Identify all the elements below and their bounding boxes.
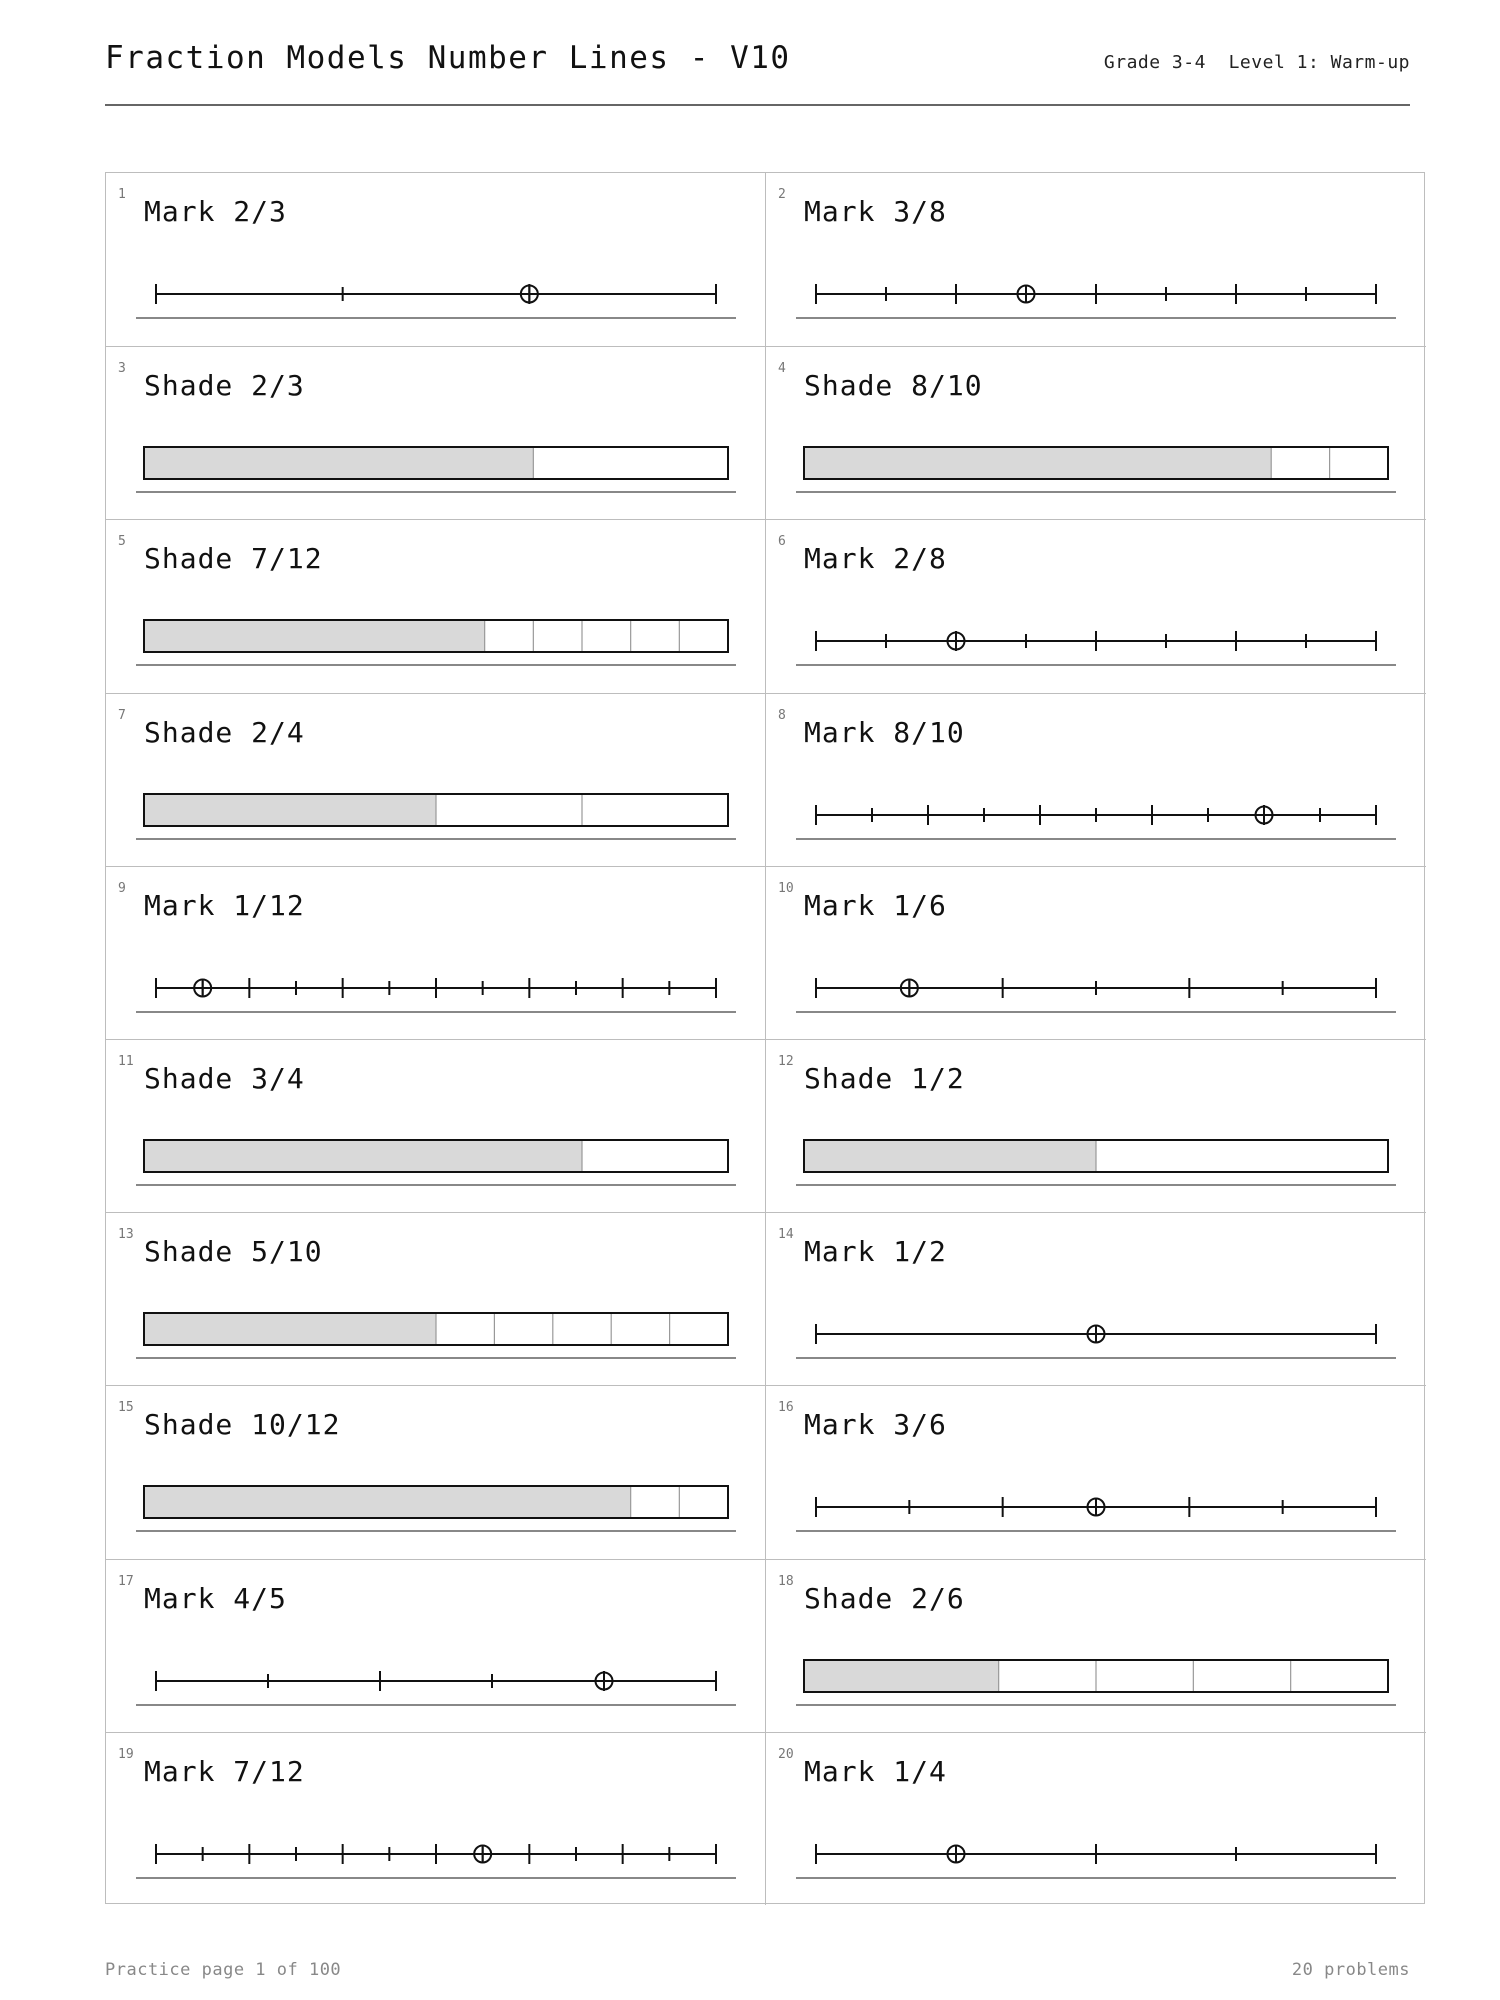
problem-prompt: Mark 2/3 [144,195,287,228]
problem-cell[interactable] [106,519,766,692]
page-subtitle: Grade 3-4 Level 1: Warm-up [1103,52,1410,73]
problem-cell[interactable] [766,346,1426,519]
problem-number: 11 [118,1053,134,1069]
problem-prompt: Mark 1/12 [144,888,305,922]
problem-cell[interactable] [106,173,766,346]
problem-prompt: Shade 2/6 [804,1581,965,1615]
fraction-marker [1256,806,1273,823]
problem-prompt: Mark 3/8 [804,195,947,228]
problem-number: 2 [778,187,786,202]
fraction-marker [474,1845,491,1862]
problem-cell[interactable] [106,866,766,1039]
shaded-region [144,1313,436,1345]
problem-number: 10 [778,880,794,896]
problem-number: 13 [118,1227,134,1243]
problem-cell[interactable] [766,693,1426,866]
problem-number: 12 [778,1053,794,1069]
problem-number: 17 [118,1573,134,1589]
bar-outline [144,1313,728,1345]
fraction-marker [194,979,211,996]
problem-grid [105,172,1425,1904]
footer-page-count: Practice page 1 of 100 [105,1960,342,1980]
problem-number: 8 [778,707,786,723]
problem-prompt: Mark 1/6 [804,888,947,922]
shaded-region [804,447,1271,479]
shaded-region [144,1486,631,1518]
problem-number: 16 [778,1400,794,1416]
shaded-region [144,794,436,826]
page-title: Fraction Models Number Lines - V10 [105,40,791,76]
problem-cell[interactable] [766,1732,1426,1905]
problem-number: 9 [118,880,126,896]
problem-prompt: Shade 1/2 [804,1061,965,1095]
problem-number: 1 [118,187,126,202]
bar-outline [144,447,728,479]
problem-prompt: Mark 3/6 [804,1408,947,1442]
shaded-region [144,1140,582,1172]
problem-cell[interactable] [106,1559,766,1732]
bar-outline [144,1140,728,1172]
shaded-region [144,447,533,479]
problem-prompt: Shade 7/12 [144,542,323,576]
problem-cell[interactable] [766,519,1426,692]
problem-prompt: Mark 1/2 [804,1235,947,1269]
fraction-marker [1088,1499,1105,1516]
problem-cell[interactable] [106,693,766,866]
fraction-marker [948,1845,965,1862]
problem-cell[interactable] [106,1212,766,1385]
problem-prompt: Shade 10/12 [144,1408,341,1442]
problem-prompt: Mark 4/5 [144,1581,287,1615]
problem-number: 3 [118,361,126,377]
problem-number: 20 [778,1746,794,1762]
shaded-region [144,620,485,652]
problem-cell[interactable] [106,1039,766,1212]
bar-outline [144,620,728,652]
problem-cell[interactable] [766,1559,1426,1732]
problem-cell[interactable] [766,1385,1426,1558]
fraction-marker [901,979,918,996]
shaded-region [804,1660,999,1692]
bar-outline [804,1140,1388,1172]
problem-number: 15 [118,1400,134,1416]
problem-prompt: Shade 3/4 [144,1061,305,1095]
problem-number: 19 [118,1746,134,1762]
problem-cell[interactable] [106,1385,766,1558]
problem-prompt: Shade 8/10 [804,369,983,403]
problem-number: 4 [778,361,786,377]
problem-prompt: Shade 5/10 [144,1235,323,1269]
problem-cell[interactable] [106,346,766,519]
problem-number: 18 [778,1573,794,1589]
page-header [105,40,1410,106]
footer-problem-count: 20 problems [1291,1960,1410,1980]
fraction-marker [521,286,538,303]
fraction-marker [596,1672,613,1689]
problem-prompt: Mark 1/4 [804,1754,947,1788]
problem-number: 5 [118,534,126,550]
problem-prompt: Shade 2/4 [144,715,305,749]
problem-cell[interactable] [766,1039,1426,1212]
fraction-marker [1018,286,1035,303]
problem-number: 14 [778,1227,794,1243]
problem-cell[interactable] [106,1732,766,1905]
bar-outline [144,794,728,826]
problem-prompt: Mark 2/8 [804,542,947,576]
bar-outline [144,1486,728,1518]
fraction-marker [948,633,965,650]
problem-cell[interactable] [766,866,1426,1039]
bar-outline [804,1660,1388,1692]
fraction-marker [1088,1326,1105,1343]
bar-outline [804,447,1388,479]
problem-number: 7 [118,707,126,723]
problem-prompt: Mark 7/12 [144,1754,305,1788]
problem-prompt: Shade 2/3 [144,369,305,403]
problem-number: 6 [778,534,786,550]
problem-cell[interactable] [766,1212,1426,1385]
problem-cell[interactable] [766,173,1426,346]
shaded-region [804,1140,1096,1172]
problem-prompt: Mark 8/10 [804,715,965,749]
